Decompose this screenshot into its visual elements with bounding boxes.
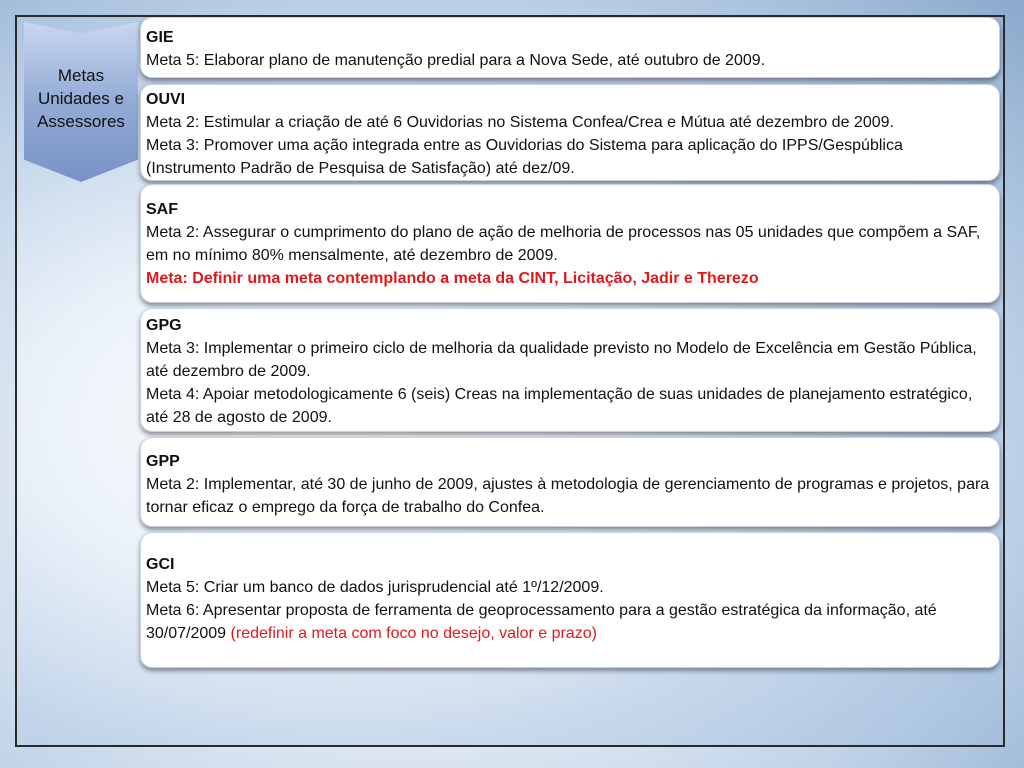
card-gie: [140, 17, 1000, 78]
sidebar-title-line3: Assessores: [37, 112, 125, 131]
sidebar-title: [24, 64, 138, 133]
card-highlight: Meta: Definir uma meta contemplando a meta da CINT, Licitação, Jadir e Therezo: [146, 270, 759, 287]
meta6-note: (redefinir a meta com foco no desejo, valor e prazo): [230, 625, 597, 642]
sidebar-title-line1: Metas: [57, 66, 105, 85]
card-gpp: [140, 437, 1000, 527]
card-line: Meta 5: Criar um banco de dados jurisprudencial até 1º/12/2009.: [146, 579, 604, 596]
card-line: Meta 3: Promover uma ação integrada entre as Ouvidorias do Sistema para aplicação do IPPS/Gespública (Instrumento Padrão de Pesquisa de Satisfação) até dez/09.: [146, 137, 903, 177]
sidebar-title-line2: Unidades e: [37, 89, 124, 108]
card-saf: [140, 184, 1000, 303]
card-title: GCI: [146, 556, 175, 573]
card-line: Meta 2: Estimular a criação de até 6 Ouvidorias no Sistema Confea/Crea e Mútua até dezembro de 2009.: [146, 114, 894, 131]
card-gci: [140, 532, 1000, 668]
card-line: Meta 2: Implementar, até 30 de junho de 2009, ajustes à metodologia de gerenciamento de programas e projetos, para tornar eficaz o emprego da força de trabalho do Confea.: [146, 476, 990, 516]
card-line: Meta 5: Elaborar plano de manutenção predial para a Nova Sede, até outubro de 2009.: [146, 52, 766, 69]
card-title: SAF: [146, 201, 178, 218]
card-line-meta6: [146, 599, 991, 645]
card-line: Meta 3: Implementar o primeiro ciclo de melhoria da qualidade previsto no Modelo de Excelência em Gestão Pública, até dezembro de 2009.: [146, 340, 977, 380]
card-gpg: [140, 308, 1000, 432]
card-line: Meta 4: Apoiar metodologicamente 6 (seis) Creas na implementação de suas unidades de planejamento estratégico, até 28 de agosto de 2009.: [146, 386, 973, 426]
card-ouvi: [140, 84, 1000, 181]
card-title: GPG: [146, 317, 182, 334]
card-title: GPP: [146, 453, 180, 470]
card-title: OUVI: [146, 91, 186, 108]
card-title: GIE: [146, 29, 174, 46]
card-line: Meta 2: Assegurar o cumprimento do plano de ação de melhoria de processos nas 05 unidades que compõem a SAF, em no mínimo 80% mensalmente, até dezembro de 2009.: [146, 224, 981, 264]
meta6-text: Meta 6: Apresentar proposta de ferramenta de geoprocessamento para a gestão estratégica da informação, até 30/07/2009: [146, 602, 937, 642]
